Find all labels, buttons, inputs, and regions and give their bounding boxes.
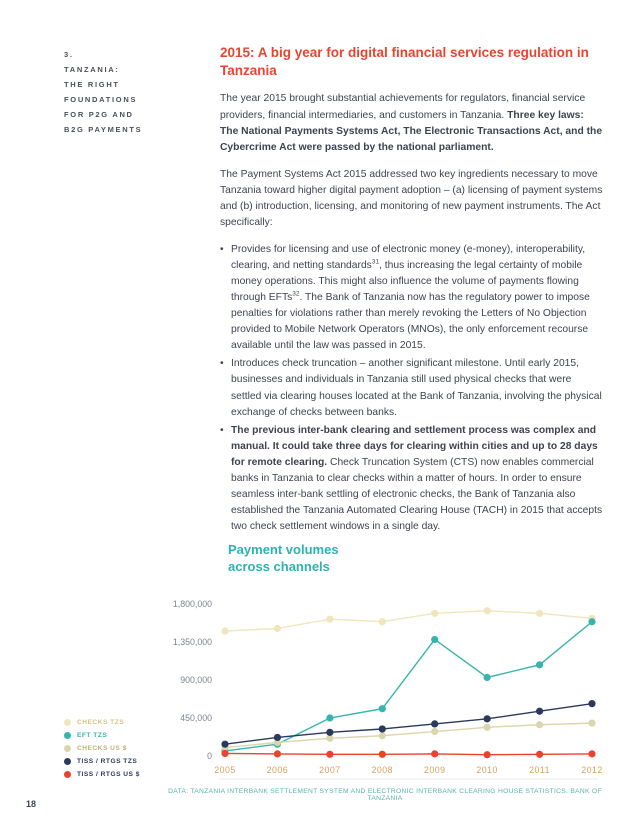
legend-dot xyxy=(64,771,71,778)
data-point xyxy=(221,627,228,634)
data-point xyxy=(484,724,491,731)
x-axis-tick-label: 2008 xyxy=(371,765,394,775)
legend-dot xyxy=(64,758,71,765)
y-axis-tick-label: 0 xyxy=(207,751,212,761)
x-axis-tick-label: 2012 xyxy=(581,765,603,775)
data-point xyxy=(484,674,491,681)
data-point xyxy=(536,721,543,728)
data-point xyxy=(274,750,281,757)
data-point xyxy=(379,732,386,739)
legend-item xyxy=(64,716,140,728)
article-body xyxy=(220,44,604,537)
chart-legend xyxy=(64,716,140,781)
legend-item xyxy=(64,755,140,767)
legend-item xyxy=(64,742,140,754)
legend-item xyxy=(64,768,140,780)
data-point xyxy=(588,719,595,726)
data-point xyxy=(326,751,333,758)
x-axis-tick-label: 2005 xyxy=(214,765,236,775)
payment-volumes-chart xyxy=(150,586,610,786)
bullet-text: , thus increasing the legal certainty of mobile money operations. This might also influence the volume of payments flowing through EFTs xyxy=(231,260,583,304)
data-point xyxy=(431,610,438,617)
x-axis-tick-label: 2007 xyxy=(319,765,341,775)
data-point xyxy=(431,728,438,735)
chart-title-line: across channels xyxy=(228,558,330,574)
bullet-text: . The Bank of Tanzania now has the regulatory power to impose penalties for violations rather than merely revoking the Letters of No Objection provided to Mobile Network Operators (MNOs), the only enforcement recourse available until the law was passed in 2015. xyxy=(231,292,590,352)
bullet-item xyxy=(220,242,604,354)
chart-section xyxy=(0,536,638,826)
y-axis-tick-label: 450,000 xyxy=(180,713,212,723)
data-point xyxy=(326,729,333,736)
bullet-text: Check Truncation System (CTS) now enables commercial banks in Tanzania to clear checks within a matter of hours. In order to ensure seamless inter-bank settling of electronic checks, the Bank of Tanzania also established the Tanzania Automated Clearing House (TACH) in 2015 that accepts two check settlement windows in a single day. xyxy=(231,456,603,532)
series-line xyxy=(225,622,592,751)
data-point xyxy=(326,714,333,721)
legend-item xyxy=(64,729,140,741)
x-axis-tick-label: 2011 xyxy=(529,765,551,775)
data-point xyxy=(588,750,595,757)
data-point xyxy=(536,661,543,668)
bullet-text: Provides for licensing and use of electronic money (e-money), interoperability, clearing, and netting standards xyxy=(231,243,586,271)
data-point xyxy=(274,734,281,741)
chapter-title-line: FOR P2G AND xyxy=(64,110,134,119)
legend-label: TISS / RTGS US $ xyxy=(77,770,140,778)
chapter-title-line: TANZANIA: xyxy=(64,65,120,74)
data-point xyxy=(326,616,333,623)
y-axis-tick-label: 1,800,000 xyxy=(172,599,212,609)
paragraph-bold-text: Three key laws: The National Payments Systems Act, The Electronic Transactions Act, and the Cybercrime Act were passed by the national parliament. xyxy=(220,109,603,153)
data-point xyxy=(431,720,438,727)
footnote-ref: 31 xyxy=(371,258,380,266)
legend-label: EFT TZS xyxy=(77,731,108,739)
data-point xyxy=(379,705,386,712)
y-axis-tick-label: 1,350,000 xyxy=(172,637,212,647)
bullet-item: • Introduces check truncation – another significant milestone. Until early 2015, businesses and individuals in Tanzania still used physical checks that were settled via clearing houses located at the Bank of Tanzania, involving the physical exchange of checks between banks. xyxy=(220,356,604,420)
data-point xyxy=(536,751,543,758)
legend-dot xyxy=(64,719,71,726)
paragraph-act: The Payment Systems Act 2015 addressed two key ingredients necessary to move Tanzania toward higher digital payment adoption – (a) licensing of payment systems and (b) introduction, licensing, and monitoring of new payment instruments. The Act specifically: xyxy=(220,168,603,228)
data-point xyxy=(536,610,543,617)
data-point xyxy=(484,751,491,758)
data-point xyxy=(221,750,228,757)
bullet-item xyxy=(220,423,604,535)
data-point xyxy=(431,750,438,757)
paragraph-text: The year 2015 brought substantial achievements for regulators, financial service providers, financial intermediaries, and customers in Tanzania. xyxy=(220,93,586,121)
data-point xyxy=(484,715,491,722)
paragraph-intro xyxy=(220,91,604,155)
data-point xyxy=(588,618,595,625)
chapter-title-line: THE RIGHT xyxy=(64,80,120,89)
article-title: 2015: A big year for digital financial services regulation in Tanzania xyxy=(220,45,589,79)
data-point xyxy=(588,700,595,707)
page-number: 18 xyxy=(26,799,37,809)
bullet-bold-text: The previous inter-bank clearing and settlement process was complex and manual. It could take three days for clearing within cities and up to 28 days for remote clearing. xyxy=(231,424,598,468)
data-point xyxy=(536,708,543,715)
x-axis-tick-label: 2006 xyxy=(266,765,289,775)
data-point xyxy=(221,741,228,748)
data-point xyxy=(431,636,438,643)
x-axis-tick-label: 2010 xyxy=(476,765,498,775)
legend-label: TISS / RTGS TZS xyxy=(77,757,138,765)
footnote-ref: 32 xyxy=(292,290,300,298)
data-point xyxy=(379,618,386,625)
x-axis-tick-label: 2009 xyxy=(423,765,446,775)
legend-dot xyxy=(64,745,71,752)
y-axis-tick-label: 900,000 xyxy=(180,675,212,685)
chart-source: DATA: TANZANIA INTERBANK SETTLEMENT SYSTEM AND ELECTRONIC INTERBANK CLEARING HOUSE STATISTICS. BANK OF TANZANIA xyxy=(168,788,602,802)
chapter-title-line: FOUNDATIONS xyxy=(64,95,138,104)
chapter-sidebar xyxy=(64,50,204,140)
data-point xyxy=(379,725,386,732)
bullet-list xyxy=(220,242,604,535)
legend-dot xyxy=(64,732,71,739)
chapter-title-line: B2G PAYMENTS xyxy=(64,125,143,134)
chart-title-line: Payment volumes xyxy=(228,542,339,557)
chapter-number: 3. xyxy=(64,50,74,59)
chart-title xyxy=(228,542,339,576)
legend-label: CHECKS TZS xyxy=(77,718,125,726)
legend-label: CHECKS US $ xyxy=(77,744,127,752)
data-point xyxy=(484,607,491,614)
data-point xyxy=(379,751,386,758)
data-point xyxy=(274,625,281,632)
